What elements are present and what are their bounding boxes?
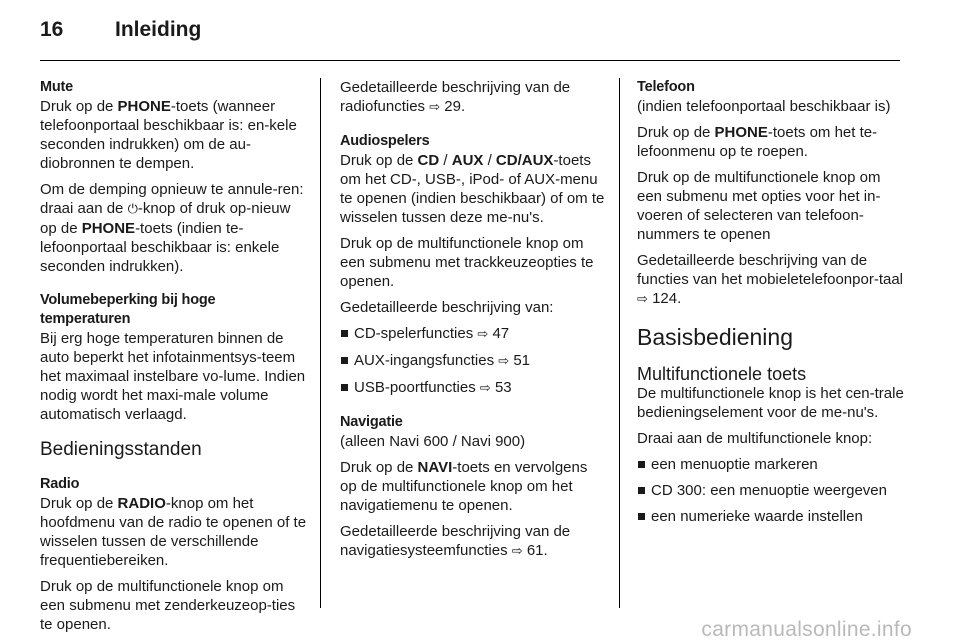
page-ref[interactable]: 53 [494, 379, 512, 396]
page-ref-icon: ⇨ [511, 544, 523, 559]
paragraph: Gedetailleerde beschrijving van: [340, 299, 554, 316]
paragraph: Druk op de multifunctionele knop om een submenu met opties voor het in-voeren of selecteren van telefoon-nummers te openen [637, 169, 881, 243]
column-divider [320, 78, 321, 608]
page-ref[interactable]: 51 [513, 352, 531, 369]
section-navigation [340, 413, 608, 561]
page-ref-icon: ⇨ [429, 100, 441, 115]
list-item [340, 324, 608, 344]
page-ref-icon: ⇨ [479, 381, 491, 396]
audio-functions-list [340, 324, 608, 398]
text: / [483, 152, 496, 169]
header-rule [40, 60, 900, 61]
list-item [340, 378, 608, 398]
key-label-phone: PHONE [117, 98, 171, 115]
paragraph [340, 78, 608, 117]
heading-operating-modes: Bedieningsstanden [40, 439, 202, 460]
section-radio-ref [340, 78, 608, 117]
subheading-mute: Mute [40, 79, 74, 95]
text: Druk op de [340, 152, 418, 169]
list-item: CD 300: een menuoptie weergeven [637, 481, 905, 500]
paragraph [340, 151, 608, 227]
page-header-title: Inleiding [115, 18, 202, 41]
list-item: een menuoptie markeren [637, 455, 905, 474]
list-item: een numerieke waarde instellen [637, 507, 905, 526]
text: AUX-ingangsfuncties [354, 352, 499, 369]
text: Om de demping opnieuw te annule-ren: draai aan de [40, 181, 304, 217]
text: -knop om het hoofdmenu van de radio te openen of te wisselen tussen de verschillende frequentiebereiken. [40, 495, 307, 569]
paragraph: Bij erg hoge temperaturen binnen de auto beperkt het infotainmentsys-teem het maximaal instelbare vo-lume. Indien nodig wordt het maxi-male volume automatisch verlaagd. [40, 330, 306, 423]
page-ref[interactable]: 61. [526, 542, 548, 559]
section-mute [40, 78, 308, 276]
key-label-cd-aux: CD/AUX [495, 152, 554, 169]
key-label-radio: RADIO [117, 495, 166, 512]
paragraph: De multifunctionele knop is het cen-trale bedieningselement voor de me-nu's. [637, 385, 904, 421]
text: Gedetailleerde beschrijving van de radiofuncties [340, 79, 571, 115]
page-number: 16 [40, 18, 64, 41]
knob-functions-list [637, 455, 905, 526]
column-3 [637, 78, 905, 533]
column-divider [619, 78, 620, 608]
paragraph [340, 522, 608, 561]
page-ref[interactable]: 29. [444, 98, 466, 115]
page-ref-icon: ⇨ [477, 327, 489, 342]
section-phone [637, 78, 905, 309]
paragraph: Draai aan de multifunctionele knop: [637, 430, 873, 447]
section-multifunction-knob [637, 364, 905, 526]
key-label-cd: CD [417, 152, 440, 169]
text: -toets om het CD-, USB-, iPod- of AUX-menu te openen (indien beschikbaar) of om te wisselen tussen deze me-nu's. [340, 152, 605, 226]
text: Druk op de [40, 98, 118, 115]
paragraph: Druk op de multifunctionele knop om een submenu met zenderkeuzeop-ties te openen. [40, 578, 296, 633]
paragraph [637, 251, 905, 309]
subheading-audio-players: Audiospelers [340, 133, 430, 149]
key-label-navi: NAVI [417, 459, 453, 476]
text: USB-poortfuncties [354, 379, 480, 396]
paragraph: Druk op de multifunctionele knop om een submenu met trackkeuzeopties te openen. [340, 235, 594, 290]
paragraph [40, 180, 308, 276]
paragraph [637, 123, 905, 161]
key-label-phone: PHONE [81, 220, 136, 237]
subheading-phone: Telefoon [637, 79, 695, 95]
text: Druk op de [637, 124, 715, 141]
section-radio [40, 475, 308, 634]
subheading-multifunction-knob: Multifunctionele toets [637, 364, 807, 384]
text: -toets (indien te-lefoonportaal beschikbaar is: enkele seconden indrukken). [40, 220, 280, 275]
page-ref-icon: ⇨ [637, 292, 648, 307]
paragraph [340, 458, 608, 515]
section-audio-players [340, 132, 608, 398]
paragraph: (alleen Navi 600 / Navi 900) [340, 433, 526, 450]
text: -knop of druk op-nieuw op de [40, 200, 291, 237]
key-label-phone: PHONE [714, 124, 768, 141]
text: Druk op de [40, 495, 118, 512]
key-label-aux: AUX [451, 152, 484, 169]
text: / [439, 152, 452, 169]
heading-basic-operation: Basisbediening [637, 324, 794, 350]
page-ref[interactable]: 47 [492, 325, 510, 342]
subheading-navigation: Navigatie [340, 414, 403, 430]
text: -toets en vervolgens op de multifunctionele knop om het navigatiemenu te openen. [340, 459, 588, 514]
column-1 [40, 78, 308, 641]
paragraph [40, 494, 308, 570]
column-2 [340, 78, 608, 568]
power-icon: ⏻ [127, 202, 138, 217]
paragraph: (indien telefoonportaal beschikbaar is) [637, 98, 891, 115]
text: Gedetailleerde beschrijving van de navigatiesysteemfuncties [340, 523, 571, 559]
list-item [340, 351, 608, 371]
watermark: carmanualsonline.info [701, 618, 912, 641]
section-volume-limit [40, 291, 308, 424]
text: Gedetailleerde beschrijving van de functies van het mobieletelefoonpor-taal [637, 252, 904, 288]
paragraph [40, 97, 308, 173]
page-ref-icon: ⇨ [498, 354, 510, 369]
text: CD-spelerfuncties [354, 325, 478, 342]
text: -toets om het te-lefoonmenu op te roepen. [637, 124, 878, 160]
subheading-volume-limit: Volumebeperking bij hoge temperaturen [40, 292, 216, 327]
subheading-radio: Radio [40, 476, 80, 492]
page-ref[interactable]: 124. [652, 290, 682, 307]
text: -toets (wanneer telefoonportaal beschikbaar is: en-kele seconden indrukken) om de au-diobronnen te dempen. [40, 98, 297, 172]
text: Druk op de [340, 459, 418, 476]
